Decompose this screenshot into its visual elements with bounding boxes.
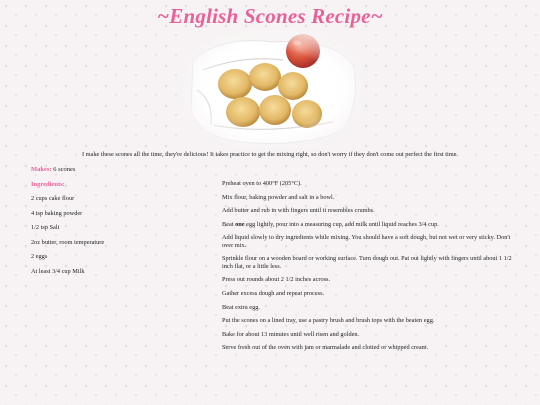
instruction-step: [222, 221, 512, 228]
makes-label: Makes:: [31, 166, 52, 173]
instruction-step: Add butter and rub in with fingers until it resembles crumbs.: [222, 207, 375, 215]
intro-text: I make these scones all the time, they're delicious! It takes practice to get the mixing right, so don't worry if they don't come out perfect the first time.: [81, 151, 459, 158]
instruction-step: Add liquid slowly to dry ingredients while mixing. You should have a soft dough, but not wet or very sticky. Don't over mix.: [222, 234, 511, 249]
makes-value: 6 scones: [51, 166, 76, 173]
instruction-step: Press out rounds about 2 1/2 inches across.: [222, 276, 331, 284]
ingredient-item: 1/2 tsp Salt: [31, 224, 60, 231]
instruction-step: Beat extra egg.: [222, 303, 260, 311]
instruction-step: Put the scones on a lined tray, use a pastry brush and brush tops with the beaten egg.: [222, 317, 435, 325]
instruction-step: Gather excess dough and repeat process.: [222, 289, 325, 297]
step-text: egg lightly, pour into a measuring cup, add milk until liquid reaches 3/4 cup.: [244, 220, 439, 228]
makes-line: [31, 166, 75, 173]
ingredients-label: Ingredients:: [31, 181, 65, 188]
scones-photo: [183, 30, 361, 148]
instruction-step: Bake for about 13 minutes until well risen and golden.: [222, 330, 360, 338]
instruction-step: Mix flour, baking powder and salt in a bowl.: [222, 193, 335, 201]
ingredients-list: [31, 195, 104, 282]
instruction-step: Serve fresh out of the oven with jam or marmalade and clotted or whipped cream.: [222, 344, 429, 352]
page-title: ~English Scones Recipe~: [157, 4, 383, 28]
ingredients-heading: [31, 181, 65, 188]
ingredient-item: At least 3/4 cup Milk: [31, 267, 85, 275]
ingredient-item: 2 eggs: [31, 253, 48, 260]
instruction-step: Preheat oven to 400°F (205°C).: [222, 180, 302, 187]
instructions-list: [222, 180, 512, 358]
ingredient-item: 2oz butter, room temperature: [31, 238, 105, 246]
step-text: Beat: [222, 220, 236, 228]
ingredient-item: 4 tsp baking powder: [31, 209, 83, 217]
ingredient-item: 2 cups cake flour: [31, 195, 75, 202]
step-emphasis: one: [235, 220, 245, 228]
instruction-step: Sprinkle flour on a wooden board or working surface. Turn dough out. Pat out lightly with fingers until about 1 1/2 inch flat, or a little less.: [222, 255, 512, 270]
